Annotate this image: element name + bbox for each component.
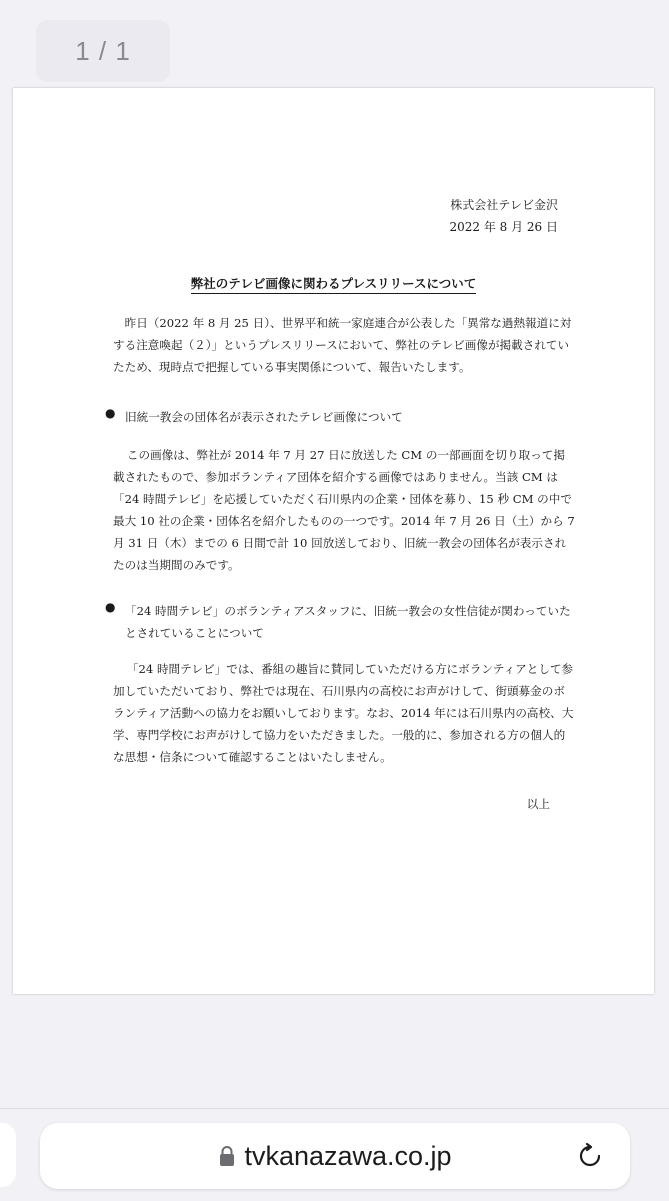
company-name: 株式会社テレビ金沢 (450, 198, 558, 212)
closing-text: 以上 (526, 797, 550, 811)
browser-bottom-bar (0, 1108, 669, 1201)
section-1-body: この画像は、弊社が 2014 年 7 月 27 日に放送した CM の一部画面を切り取って掲載されたもので、参加ボランティア団体を紹介する画像ではありません。当該 CM は「24 時間テレビ」を応援していただく石川県内の企業・団体を募り、15 秒 CM の中で最大 10 社の企業・団体名を紹介したものの一つです。2014 年 7 月 26 日（土）から 7 月 31 日（木）までの 6 日間で計 10 回放送しており、旧統一教会の団体名が表示されたのは当期間のみです。 (113, 448, 575, 572)
bullet-2: ● (105, 600, 116, 614)
bullet-1: ● (105, 406, 116, 420)
document-page (13, 88, 654, 994)
document-title (13, 274, 654, 292)
reload-icon[interactable] (576, 1142, 604, 1170)
section-2-body: 「24 時間テレビ」では、番組の趣旨に賛同していただける方にボランティアとして参加していただいており、弊社では現在、石川県内の高校にお声がけして、街頭募金のボランティア活動への協力をお願いしております。なお、2014 年には石川県内の高校、大学、専門学校にお声がけして協力をいただきました。一般的に、参加される方の個人的な思想・信条について確認することはいたしません。 (113, 662, 574, 764)
address-bar[interactable] (40, 1123, 630, 1189)
document-title-text: 弊社のテレビ画像に関わるプレスリリースについて (191, 276, 477, 294)
url-text: tvkanazawa.co.jp (244, 1140, 452, 1171)
lock-icon (218, 1145, 236, 1167)
intro-paragraph: 昨日（2022 年 8 月 25 日）、世界平和統一家庭連合が公表した「異常な過熱報道に対する注意喚起（２）」というプレスリリースにおいて、弊社のテレビ画像が掲載されていたため、現時点で把握している事実関係について、報告いたします。 (113, 316, 572, 374)
previous-tab-edge[interactable] (0, 1123, 16, 1187)
document-date: 2022 年 8 月 26 日 (449, 220, 558, 234)
section-1-heading: 旧統一教会の団体名が表示されたテレビ画像について (125, 410, 403, 424)
section-2-heading: 「24 時間テレビ」のボランティアスタッフに、旧統一教会の女性信徒が関わっていたとされていることについて (125, 604, 571, 640)
page-indicator: 1 / 1 (36, 20, 170, 82)
